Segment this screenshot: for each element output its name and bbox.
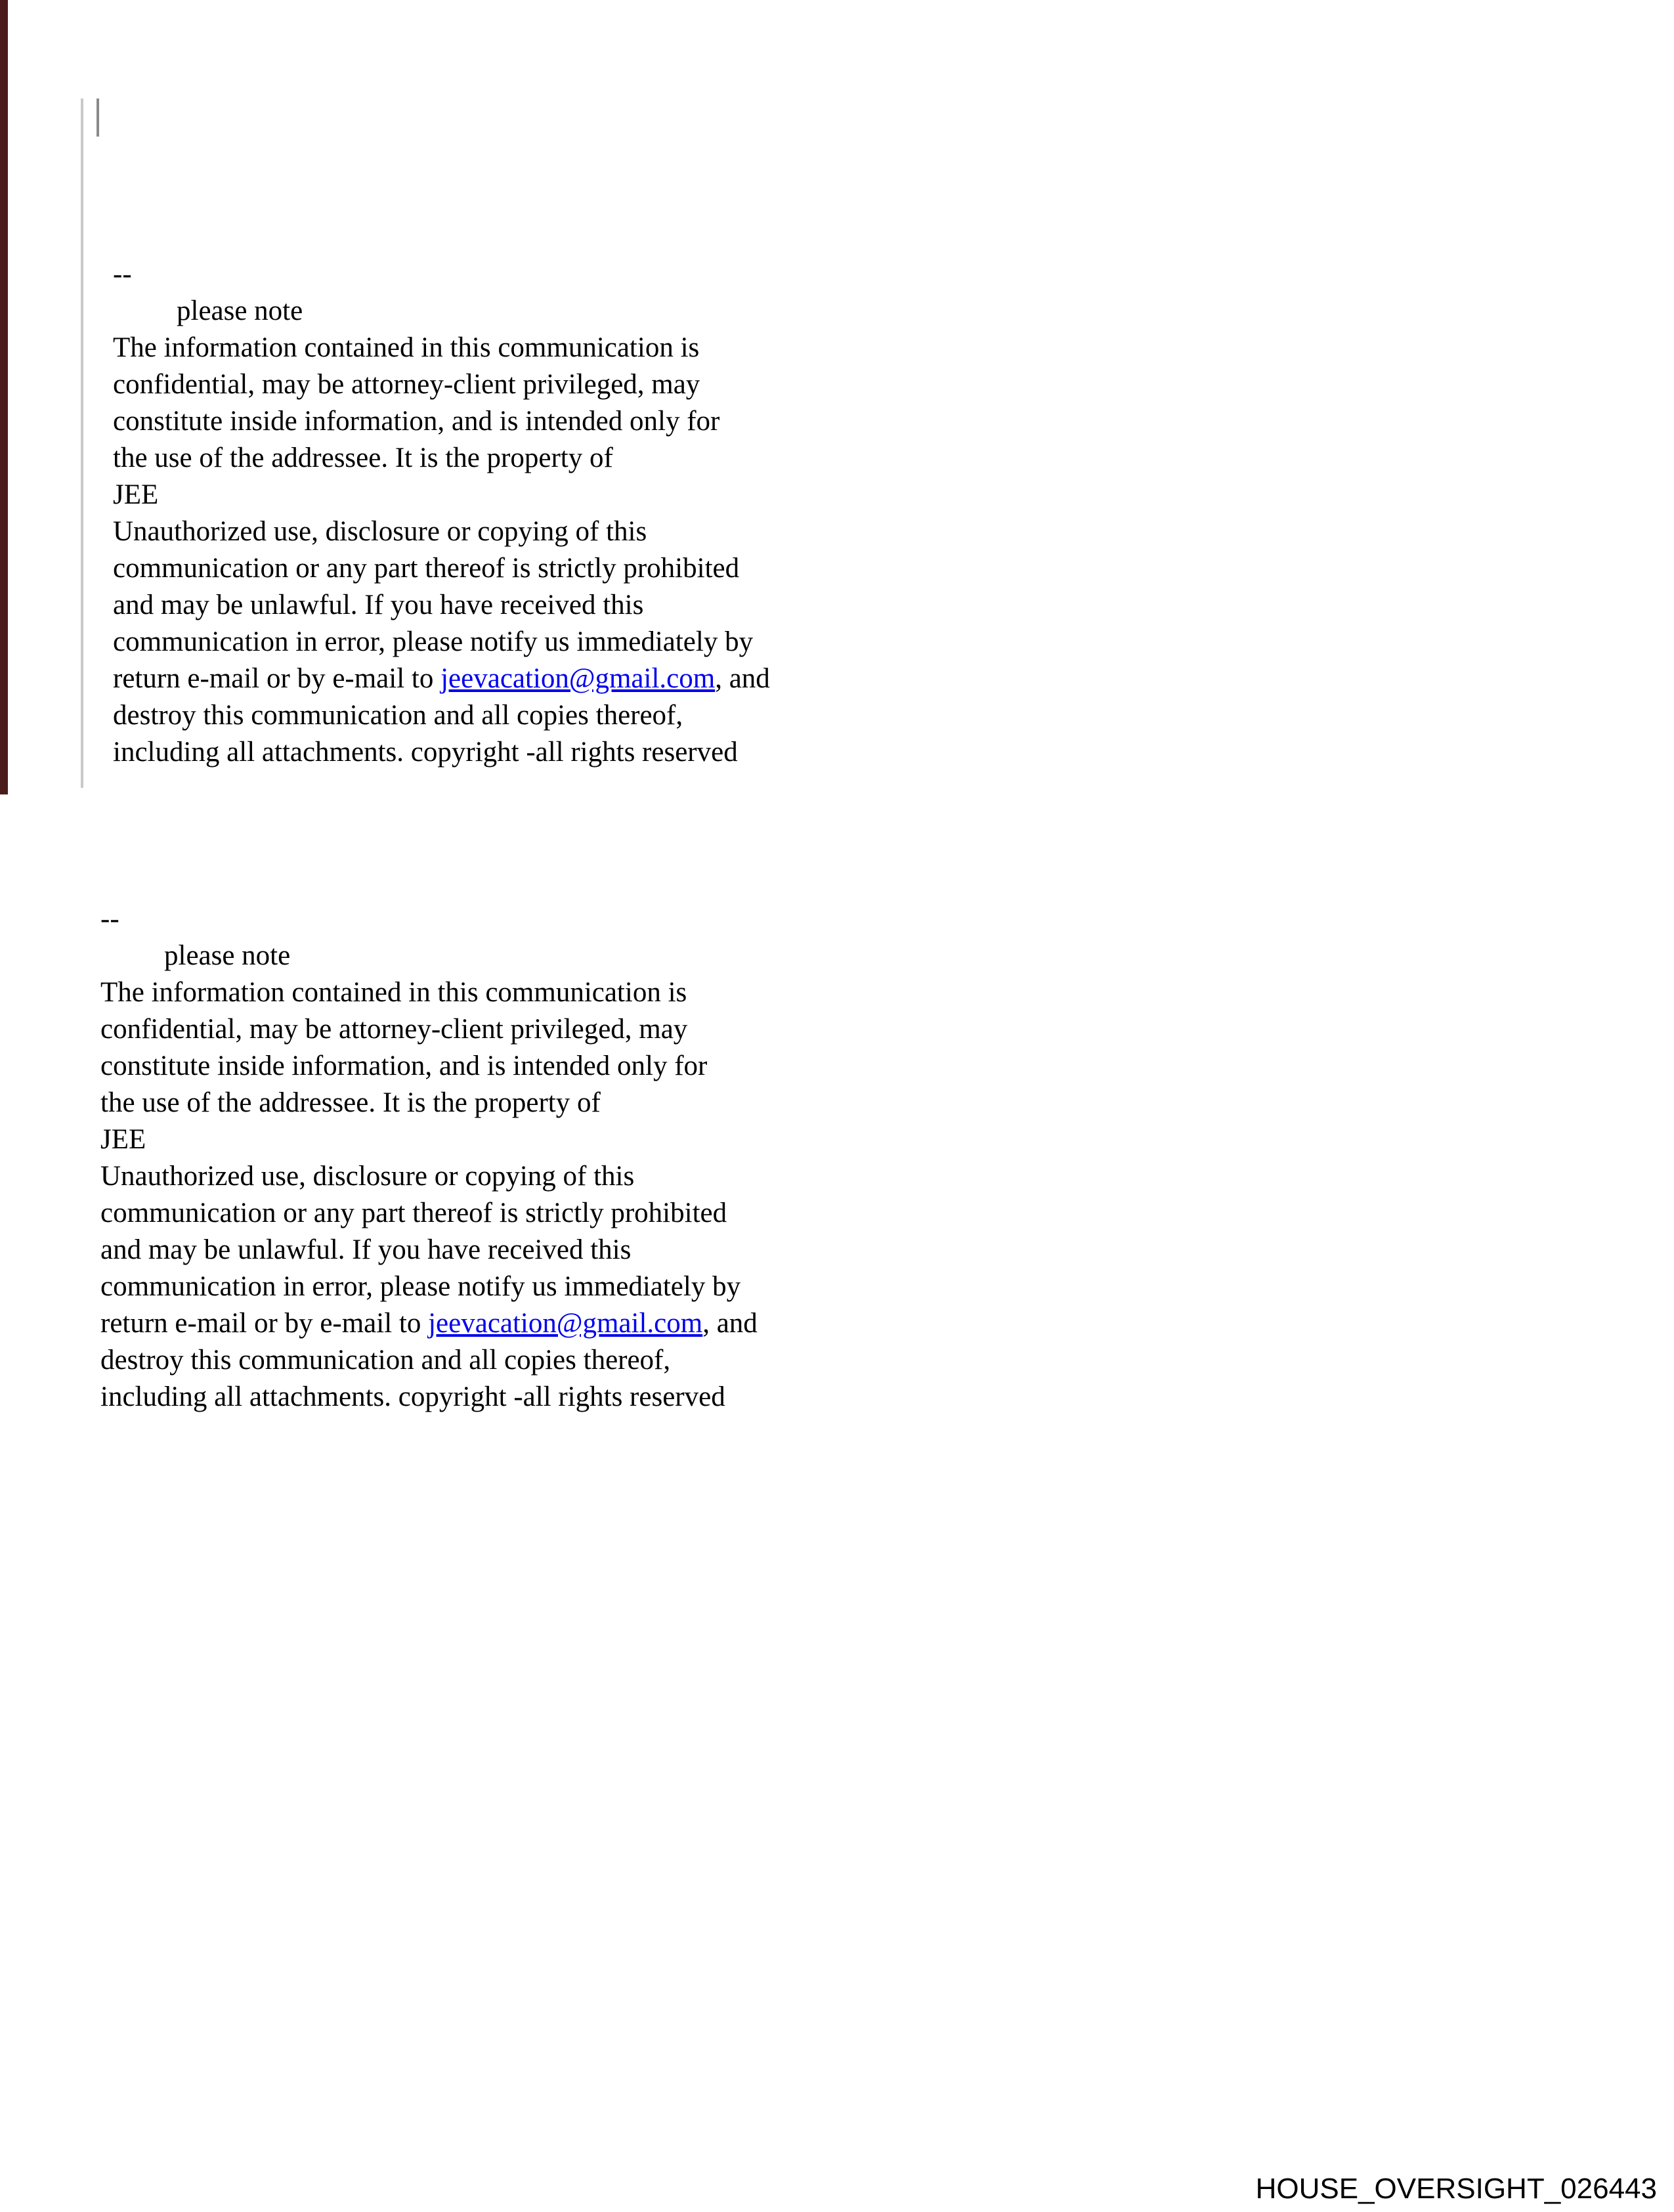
disclaimer-line: destroy this communication and all copies thereof,	[100, 1345, 671, 1376]
link-line-pre: return e-mail or by e-mail to	[113, 663, 441, 694]
disclaimer-line: communication in error, please notify us immediately by	[113, 626, 754, 657]
disclaimer-line: constitute inside information, and is intended only for	[100, 1051, 708, 1081]
disclaimer-line: and may be unlawful. If you have received this	[100, 1234, 632, 1265]
link-line-post: , and	[715, 663, 770, 694]
signature-dashes: --	[100, 903, 119, 934]
quote-indent-bar	[81, 98, 83, 788]
disclaimer-line: destroy this communication and all copies thereof,	[113, 700, 683, 731]
disclaimer-block-1	[113, 256, 770, 771]
please-note-label: please note	[164, 940, 291, 971]
disclaimer-line: Unauthorized use, disclosure or copying of this	[100, 1161, 635, 1192]
disclaimer-lines-a	[113, 330, 770, 661]
disclaimer-line: The information contained in this communication is	[100, 977, 687, 1008]
disclaimer-line: including all attachments. copyright -all rights reserved	[100, 1381, 725, 1412]
please-note-label: please note	[177, 295, 303, 326]
disclaimer-line: Unauthorized use, disclosure or copying of this	[113, 516, 647, 547]
disclaimer-lines-b	[100, 1342, 758, 1416]
signature-dashes: --	[113, 259, 132, 290]
email-link-line	[100, 1305, 758, 1342]
link-line-post: , and	[702, 1308, 758, 1339]
disclaimer-line: JEE	[113, 479, 159, 510]
disclaimer-line: including all attachments. copyright -all rights reserved	[113, 737, 738, 768]
disclaimer-line: the use of the addressee. It is the property of	[113, 443, 613, 473]
disclaimer-line: constitute inside information, and is intended only for	[113, 406, 720, 437]
scan-edge-artifact	[0, 0, 8, 794]
email-link[interactable]: jeevacation@gmail.com	[440, 663, 716, 694]
disclaimer-line: and may be unlawful. If you have received this	[113, 590, 644, 620]
disclaimer-line: confidential, may be attorney-client privileged, may	[113, 369, 700, 400]
disclaimer-line: JEE	[100, 1124, 146, 1155]
disclaimer-lines-b	[113, 697, 770, 771]
cursor-mark	[97, 98, 99, 137]
disclaimer-line: The information contained in this communication is	[113, 332, 700, 363]
email-link[interactable]: jeevacation@gmail.com	[428, 1308, 703, 1339]
disclaimer-line: communication in error, please notify us immediately by	[100, 1271, 741, 1302]
bates-number: HOUSE_OVERSIGHT_026443	[1255, 2173, 1657, 2205]
disclaimer-block-2	[100, 901, 758, 1416]
disclaimer-line: the use of the addressee. It is the property of	[100, 1087, 601, 1118]
email-link-line	[113, 661, 770, 697]
disclaimer-lines-a	[100, 974, 758, 1305]
link-line-pre: return e-mail or by e-mail to	[100, 1308, 429, 1339]
disclaimer-line: confidential, may be attorney-client privileged, may	[100, 1014, 688, 1045]
disclaimer-line: communication or any part thereof is strictly prohibited	[100, 1198, 727, 1228]
disclaimer-line: communication or any part thereof is strictly prohibited	[113, 553, 740, 584]
